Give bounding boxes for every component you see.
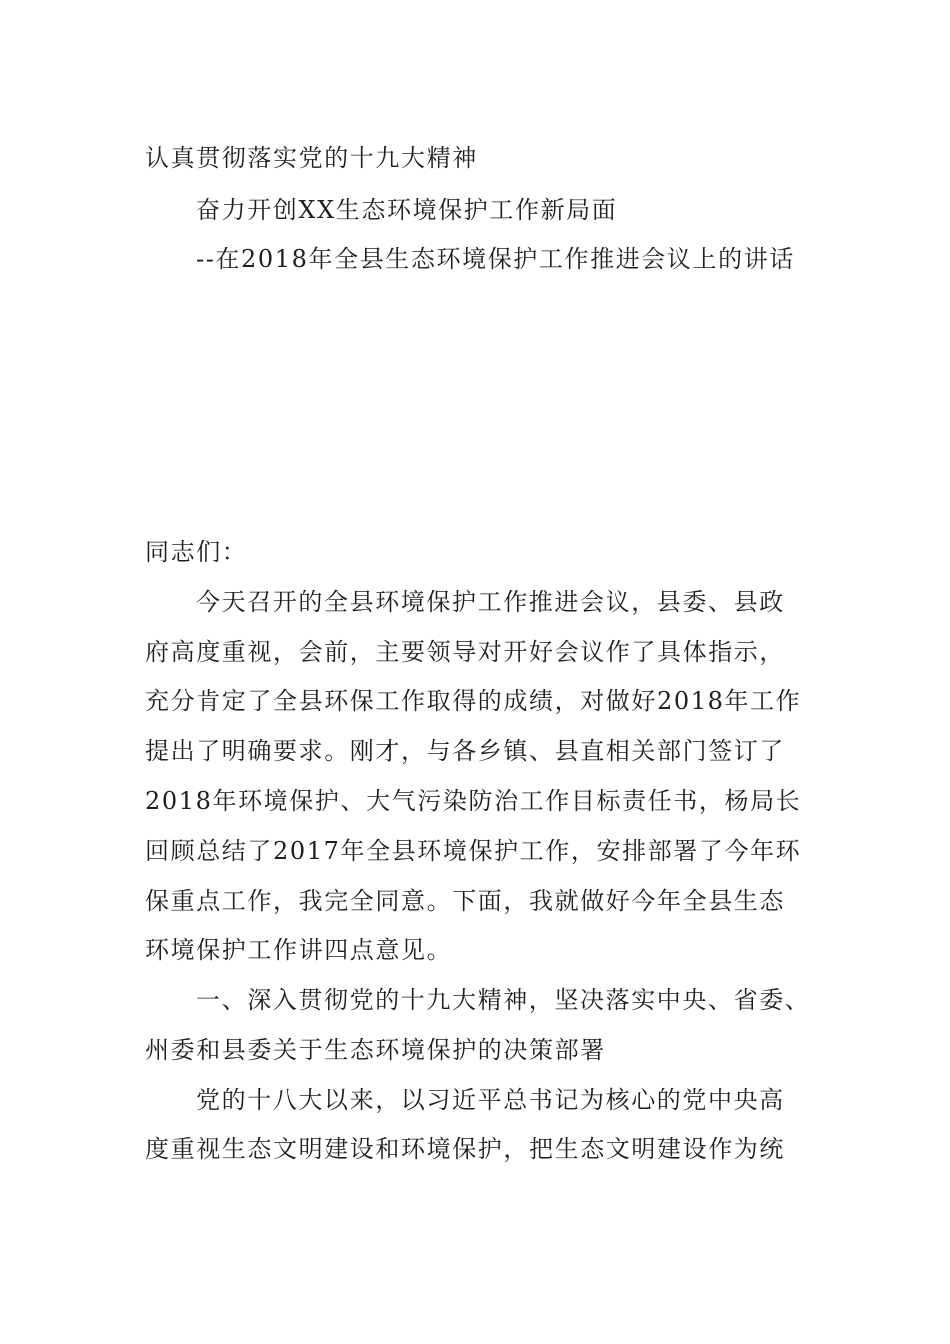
body-line: 度重视生态文明建设和环境保护，把生态文明建设作为统 — [145, 1135, 785, 1163]
body-line: 充分肯定了全县环保工作取得的成绩，对做好2018年工作 — [145, 687, 802, 715]
body-line: 府高度重视，会前，主要领导对开好会议作了具体指示， — [145, 638, 785, 666]
body-line: 2018年环境保护、大气污染防治工作目标责任书，杨局长 — [145, 787, 802, 815]
subtitle-line: --在2018年全县生态环境保护工作推进会议上的讲话 — [196, 245, 795, 273]
body-line: 党的十八大以来，以习近平总书记为核心的党中央高 — [196, 1086, 785, 1114]
section-heading: 州委和县委关于生态环境保护的决策部署 — [145, 1036, 606, 1064]
body-line: 提出了明确要求。刚才，与各乡镇、县直相关部门签订了 — [145, 737, 785, 765]
body-line: 保重点工作，我完全同意。下面，我就做好今年全县生态 — [145, 887, 785, 915]
body-line: 今天召开的全县环境保护工作推进会议，县委、县政 — [196, 588, 785, 616]
title-line-1: 认真贯彻落实党的十九大精神 — [145, 144, 478, 172]
section-heading: 一、深入贯彻党的十九大精神，坚决落实中央、省委、 — [196, 986, 811, 1014]
salutation: 同志们： — [145, 538, 248, 566]
body-line: 环境保护工作讲四点意见。 — [145, 936, 453, 964]
title-line-2: 奋力开创XX生态环境保护工作新局面 — [196, 196, 618, 224]
body-line: 回顾总结了2017年全县环境保护工作，安排部署了今年环 — [145, 837, 802, 865]
